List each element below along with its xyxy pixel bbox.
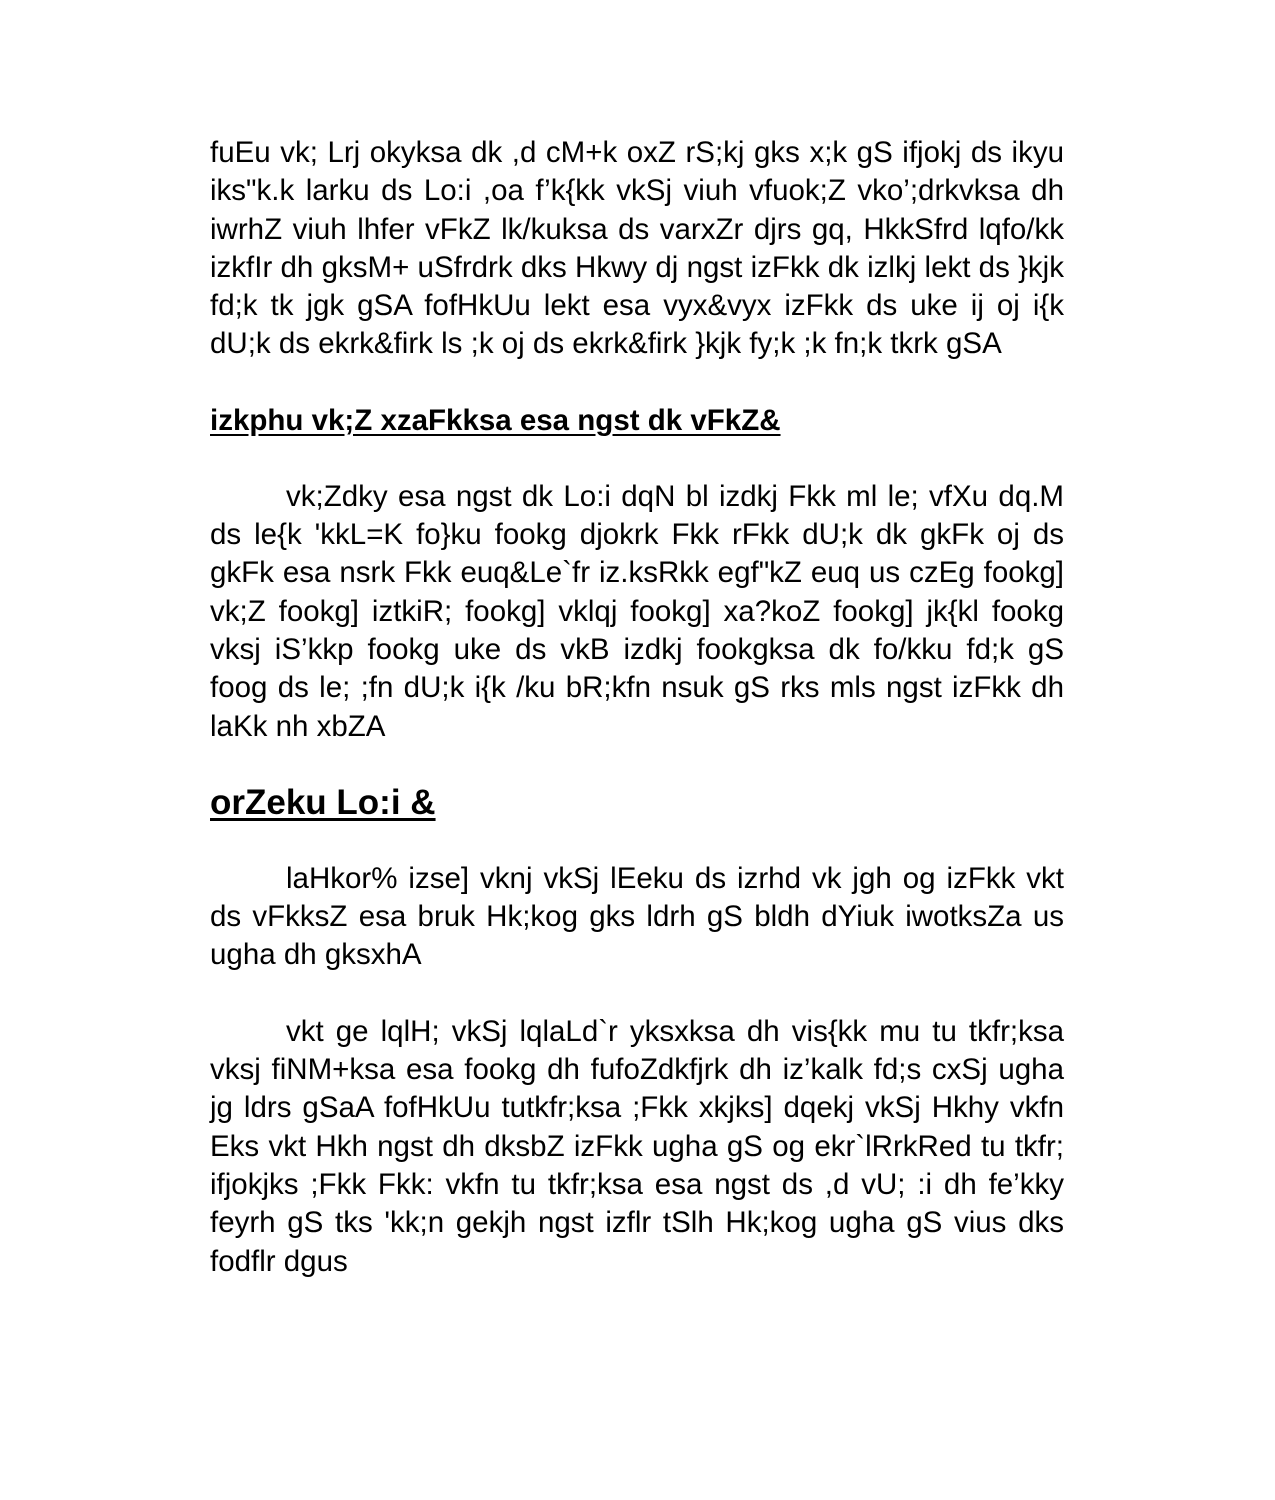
spacer: [210, 824, 1064, 860]
paragraph-2: vk;Zdky esa ngst dk Lo:i dqN bl izdkj Fkk ml le; vfXu dq.M ds le{k 'kkL=K fo}ku fookg djokrk Fkk rFkk dU;k dk gkFk oj ds gkFk esa nsrk Fkk euq&Le`fr iz.ksRkk egf"kZ euq us czEg fookg] vk;Z fookg] iztkiR; fookg] vklqj fookg] xa?koZ fookg] jk{kl fookg vksj iS’kkp fookg uke ds vkB izdkj fookgksa dk fo/kku fd;k gS foog ds le; ;fn dU;k i{k /ku bR;kfn nsuk gS rks mls ngst izFkk dh laKk nh xbZA: [210, 479, 1064, 743]
spacer: [210, 440, 1064, 478]
paragraph-1: fuEu vk; Lrj okyksa dk ,d cM+k oxZ rS;kj gks x;k gS ifjokj ds ikyu iks"k.k larku ds Lo:i ,oa f’k{kk vkSj viuh vfuok;Z vko’;drkvksa dh iwrhZ viuh lhfer vFkZ lk/kuksa ds varxZr djrs gq, HkkSfrd lqfo/kk izkfIr dh gksM+ uSfrdrk dks Hkwy dj ngst izFkk dk izlkj lekt ds }kjk fd;k tk jgk gSA fofHkUu lekt esa vyx&vyx izFkk ds uke ij oj i{k dU;k ds ekrk&firk ls ;k oj ds ekrk&firk }kjk fy;k ;k fn;k tkrk gSA: [210, 136, 1064, 361]
spacer: [210, 975, 1064, 1013]
paragraph-4: vkt ge lqlH; vkSj lqlaLd`r yksxksa dh vis{kk mu tu tkfr;ksa vksj fiNM+ksa esa fookg dh fufoZdkfjrk dh iz’kalk fd;s cxSj ugha jg ldrs gSaA fofHkUu tutkfr;ksa ;Fkk xkjks] dqekj vkSj Hkhy vkfn Eks vkt Hkh ngst dh dksbZ izFkk ugha gS og ekr`lRrkRed tu tkfr; ifjokjks ;Fkk Fkk: vkfn tu tkfr;ksa esa ngst ds ,d vU; :i dh fe’kky feyrh gS tks 'kk;n gekjh ngst izflr tSlh Hk;kog ugha gS vius dks fodflr dgus: [210, 1014, 1064, 1278]
subheading-ancient-aryan-texts: izkphu vk;Z xzaFkksa esa ngst dk vFkZ&: [210, 403, 781, 437]
section-heading-current-form: orZeku Lo:i &: [210, 782, 436, 822]
paragraph-3: laHkor% izse] vknj vkSj lEeku ds izrhd vk jgh og izFkk vkt ds vFkksZ esa bruk Hk;kog gks ldrh gS bldh dYiuk iwotksZa us ugha dh gksxhA: [210, 861, 1064, 972]
document-page: [210, 134, 1064, 1281]
spacer: [210, 746, 1064, 782]
spacer: [210, 364, 1064, 402]
